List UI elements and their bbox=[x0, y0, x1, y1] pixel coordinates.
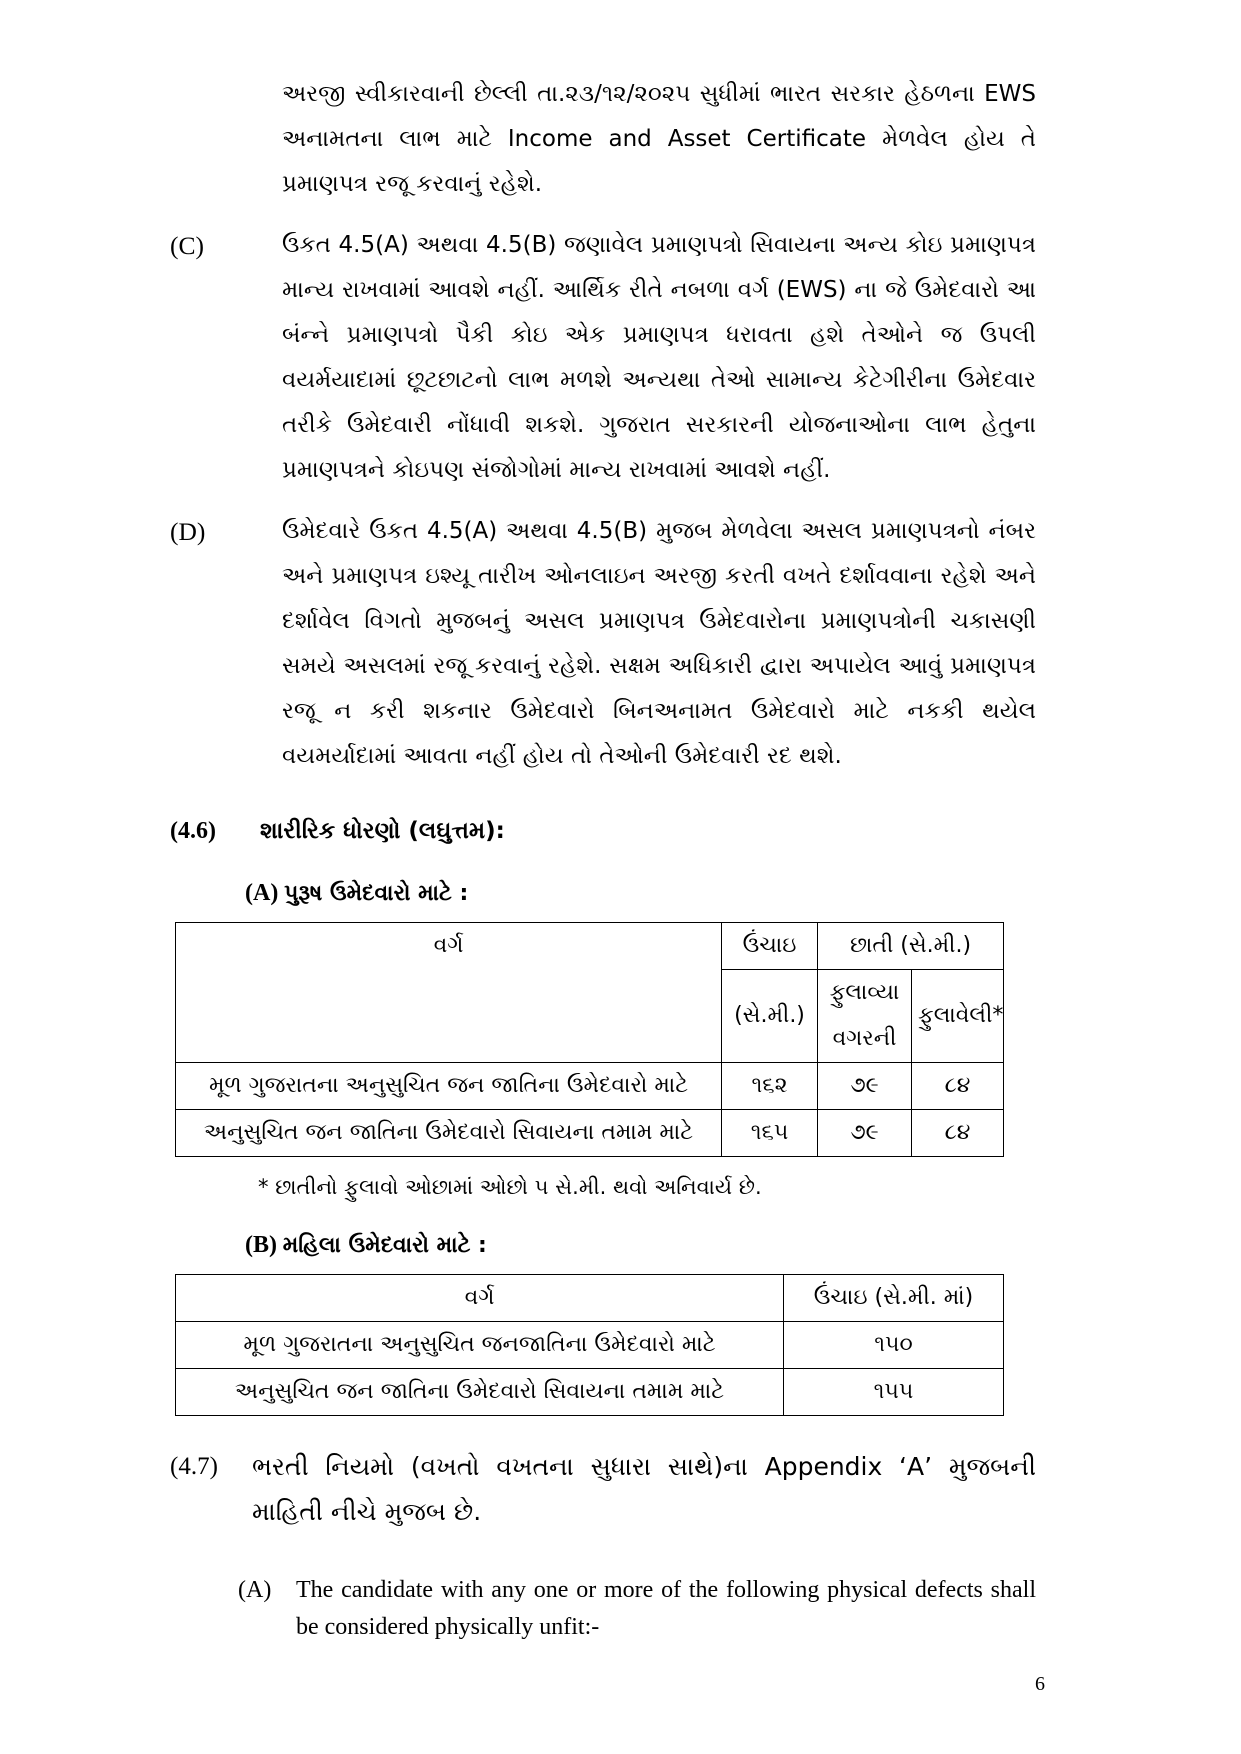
subsection-b-label: (B) bbox=[245, 1232, 277, 1258]
clause-c-text: ઉકત 4.5(A) અથવા 4.5(B) જણાવેલ પ્રમાણપત્રો સિવાયના અન્ય કોઇ પ્રમાણપત્ર માન્ય રાખવામાં આવશે નહીં. આર્થિક રીતે નબળા વર્ગ (EWS) ના જે ઉમેદવારો આ બંન્ને પ્રમાણપત્રો પૈકી કોઇ એક પ્રમાણપત્ર ધરાવતા હશે તેઓને જ ઉપલી વયર્મયાદામાં છૂટછાટનો લાભ મળશે અન્યથા તેઓ સામાન્ય કેટેગીરીના ઉમેદવાર તરીકે ઉમેદવારી નોંધાવી શકશે. ગુજરાત સરકારની યોજનાઓના લાભ હેતુના પ્રમાણપત્રને કોઇપણ સંજોગોમાં માન્ય રાખવામાં આવશે નહીં. bbox=[282, 232, 1036, 483]
table-row bbox=[176, 1110, 1004, 1157]
table-row bbox=[176, 1322, 1004, 1369]
header-chest: છાતી (સે.મી.) bbox=[818, 923, 1004, 970]
physical-standards-female-table bbox=[175, 1274, 1004, 1416]
top-continuation-paragraph: અરજી સ્વીકારવાની છેલ્લી તા.૨૩/૧૨/૨૦૨૫ સુધીમાં ભારત સરકાર હેઠળના EWS અનામતના લાભ માટે Income and Asset Certificate મેળવેલ હોય તે પ્રમાણપત્ર રજૂ કરવાનું રહેશે. bbox=[282, 81, 1036, 197]
cell-chest-expanded: ૮૪ bbox=[912, 1063, 1004, 1110]
cell-varg: અનુસુચિત જન જાતિના ઉમેદવારો સિવાયના તમામ માટે bbox=[176, 1110, 722, 1157]
subsection-b-heading bbox=[245, 1227, 1036, 1264]
cell-varg: મૂળ ગુજરાતના અનુસુચિત જન જાતિના ઉમેદવારો માટે bbox=[176, 1063, 722, 1110]
header-height-line1: ઉંચાઇ bbox=[722, 923, 818, 970]
subsection-a-heading bbox=[245, 875, 1036, 912]
table-row bbox=[176, 1063, 1004, 1110]
header-chest-normal-line1: ફુલાવ્યા bbox=[818, 970, 912, 1017]
cell-height: ૧૬૨ bbox=[722, 1063, 818, 1110]
clause-c-marker: (C) bbox=[170, 231, 204, 260]
subsection-b-title: મહિલા ઉમેદવારો માટે : bbox=[282, 1233, 487, 1258]
cell-height: ૧૫૫ bbox=[784, 1369, 1004, 1416]
section-4-7-number: (4.7) bbox=[170, 1453, 218, 1480]
section-4-6-heading bbox=[170, 809, 1036, 853]
english-clause-a-text: The candidate with any one or more of the following physical defects shall be considered physically unfit:- bbox=[296, 1577, 1036, 1640]
page-number: 6 bbox=[1035, 1673, 1045, 1695]
cell-height: ૧૫૦ bbox=[784, 1322, 1004, 1369]
physical-standards-male-table bbox=[175, 922, 1004, 1157]
header-varg: વર્ગ bbox=[176, 923, 722, 1063]
clause-d bbox=[170, 509, 1036, 779]
section-4-6-title: શારીરિક ધોરણો (લઘુત્તમ): bbox=[260, 818, 505, 844]
cell-chest-expanded: ૮૪ bbox=[912, 1110, 1004, 1157]
table-row bbox=[176, 1369, 1004, 1416]
cell-varg: મૂળ ગુજરાતના અનુસુચિત જનજાતિના ઉમેદવારો માટે bbox=[176, 1322, 784, 1369]
clause-d-marker: (D) bbox=[170, 517, 206, 546]
cell-varg: અનુસુચિત જન જાતિના ઉમેદવારો સિવાયના તમામ માટે bbox=[176, 1369, 784, 1416]
header-chest-normal-line2: વગરની bbox=[818, 1016, 912, 1063]
cell-chest-normal: ૭૯ bbox=[818, 1110, 912, 1157]
section-4-7-text: ભરતી નિયમો (વખતો વખતના સુધારા સાથે)ના Appendix ‘A’ મુજબની માહિતી નીચે મુજબ છે. bbox=[252, 1452, 1036, 1526]
clause-d-text: ઉમેદવારે ઉકત 4.5(A) અથવા 4.5(B) મુજબ મેળવેલા અસલ પ્રમાણપત્રનો નંબર અને પ્રમાણપત્ર ઇશ્યૂ તારીખ ઓનલાઇન અરજી કરતી વખતે દર્શાવવાના રહેશે અને દર્શાવેલ વિગતો મુજબનું અસલ પ્રમાણપત્ર ઉમેદવારોના પ્રમાણપત્રોની ચકાસણી સમયે અસલમાં રજૂ કરવાનું રહેશે. સક્ષમ અધિકારી દ્વારા અપાયેલ આવું પ્રમાણપત્ર રજૂ ન કરી શકનાર ઉમેદવારો બિનઅનામત ઉમેદવારો માટે નકકી થયેલ વયમર્યાદામાં આવતા નહીં હોય તો તેઓની ઉમેદવારી રદ થશે. bbox=[282, 518, 1036, 769]
subsection-a-label: (A) bbox=[245, 880, 279, 906]
chest-expansion-footnote: * છાતીનો ફુલાવો ઓછામાં ઓછો ૫ સે.મી. થવો અનિવાર્ય છે. bbox=[258, 1175, 762, 1199]
subsection-a-title: પુરૂષ ઉમેદવારો માટે : bbox=[284, 881, 469, 906]
cell-chest-normal: ૭૯ bbox=[818, 1063, 912, 1110]
cell-height: ૧૬૫ bbox=[722, 1110, 818, 1157]
header-height-line2: (સે.મી.) bbox=[722, 970, 818, 1063]
section-4-7 bbox=[170, 1444, 1036, 1534]
header-height: ઉંચાઇ (સે.મી. માં) bbox=[784, 1275, 1004, 1322]
english-clause-a bbox=[238, 1572, 1036, 1646]
table-header-row-1 bbox=[176, 923, 1004, 970]
table-header-row bbox=[176, 1275, 1004, 1322]
header-varg: વર્ગ bbox=[176, 1275, 784, 1322]
header-chest-expanded: ફુલાવેલી* bbox=[912, 970, 1004, 1063]
section-4-6-number: (4.6) bbox=[170, 818, 216, 844]
clause-c bbox=[170, 223, 1036, 493]
english-clause-a-marker: (A) bbox=[238, 1577, 272, 1603]
